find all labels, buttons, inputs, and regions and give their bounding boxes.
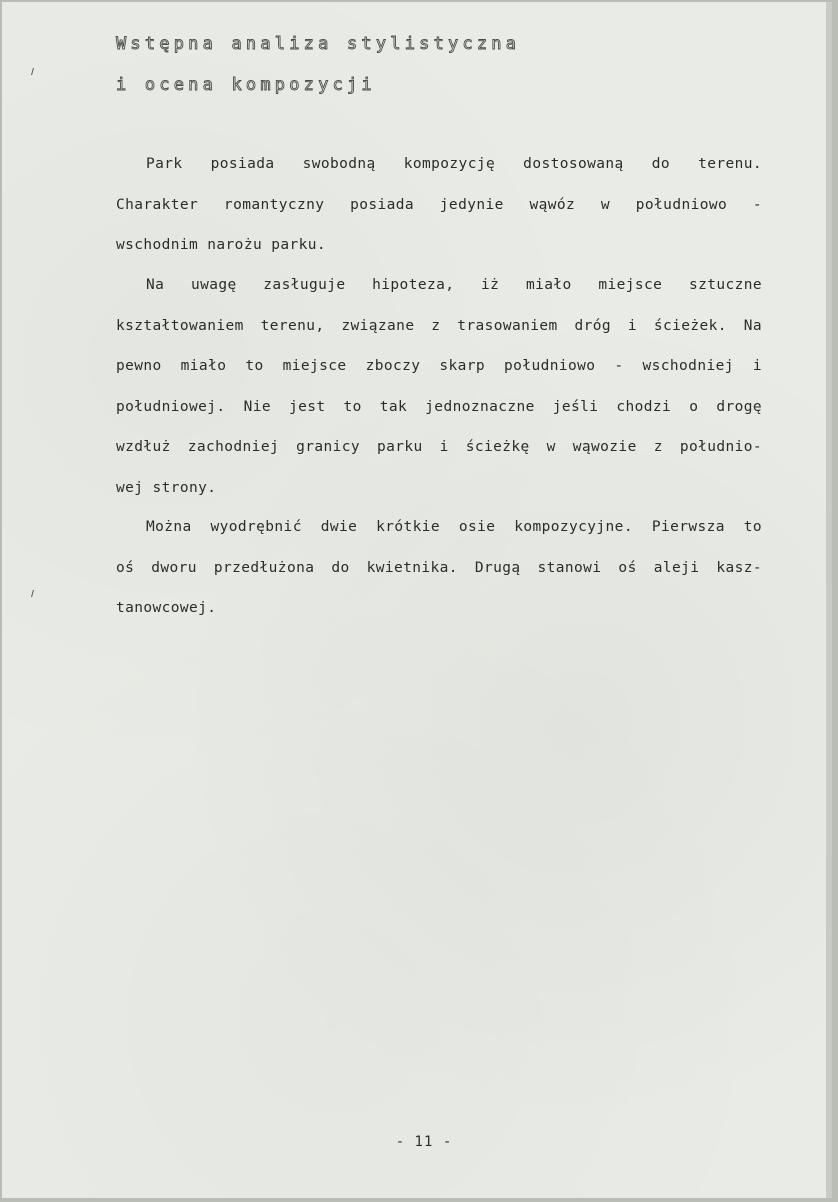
text-line: wschodnim narożu parku. xyxy=(116,237,326,253)
page-number-text: - 11 - xyxy=(395,1134,453,1150)
text-line: oś dworu przedłużona do kwietnika. Drugą stanowi oś aleji kasz- xyxy=(116,559,762,576)
margin-mark xyxy=(31,68,38,75)
page-number xyxy=(2,1134,832,1150)
section-heading-line-2: i ocena kompozycji xyxy=(116,75,376,95)
paragraph-1 xyxy=(116,144,762,266)
text-line: Można wyodrębnić dwie krótkie osie kompozycyjne. Pierwsza to xyxy=(146,519,762,535)
text-line: południowej. Nie jest to tak jednoznaczne jeśli chodzi o drogę xyxy=(116,398,762,415)
text-line: Na uwagę zasługuje hipoteza, iż miało miejsce sztuczne xyxy=(146,277,762,293)
text-line: tanowcowej. xyxy=(116,600,217,616)
text-line: wej strony. xyxy=(116,479,217,496)
paragraph-3 xyxy=(116,507,762,629)
text-line: wzdłuż zachodniej granicy parku i ścieżkę w wąwozie z południo- xyxy=(116,439,762,455)
document-page xyxy=(2,2,832,1198)
text-line: Park posiada swobodną kompozycję dostosowaną do terenu. xyxy=(146,156,762,172)
text-line: kształtowaniem terenu, związane z trasowaniem dróg i ścieżek. Na xyxy=(116,317,762,334)
text-line: Charakter romantyczny posiada jedynie wąwóz w południowo - xyxy=(116,196,762,213)
margin-mark xyxy=(31,590,38,597)
paragraph-2 xyxy=(116,265,762,508)
page-edge-shadow xyxy=(826,2,832,1198)
text-line: pewno miało to miejsce zboczy skarp południowo - wschodniej i xyxy=(116,358,762,374)
section-heading-line-1: Wstępna analiza stylistyczna xyxy=(116,34,521,54)
